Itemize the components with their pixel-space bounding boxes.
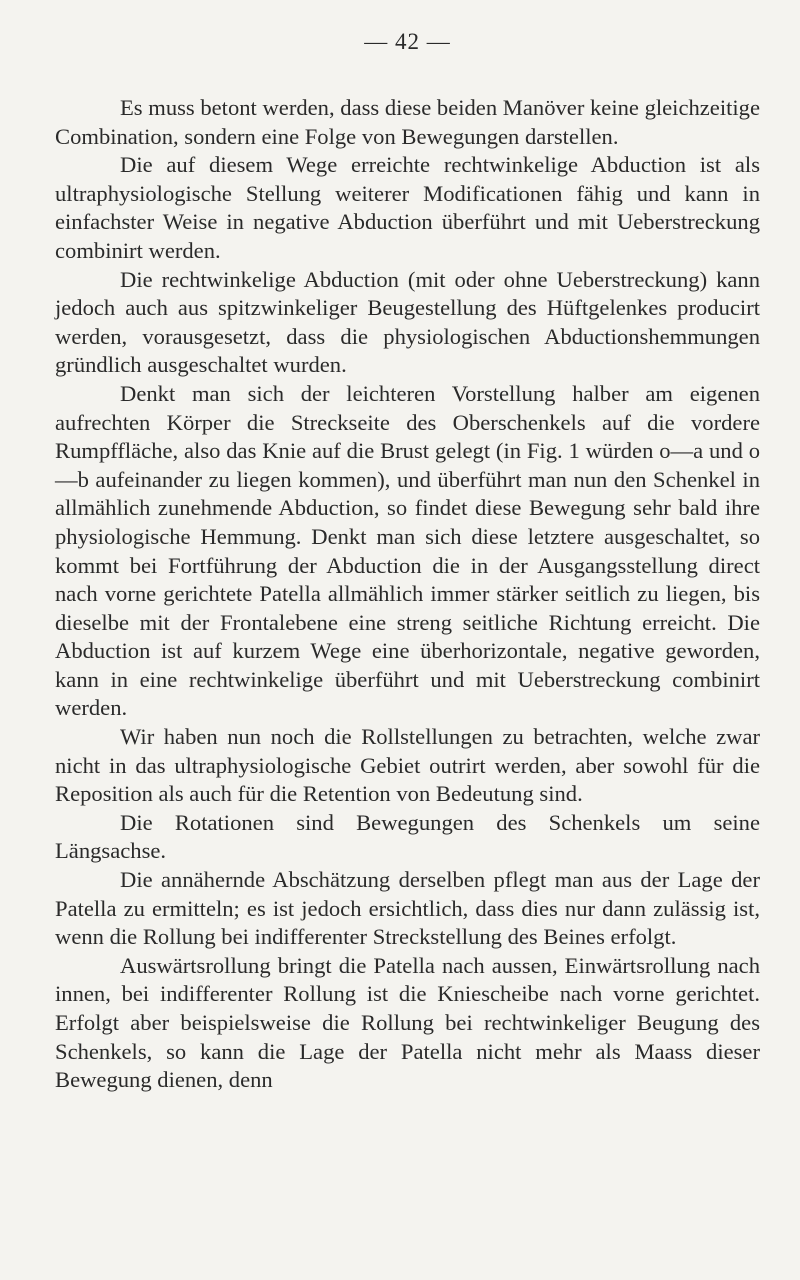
document-page bbox=[55, 28, 760, 1095]
paragraph-4: Denkt man sich der leichteren Vorstellung halber am eigenen aufrechten Körper die Streckseite des Oberschenkels auf die vordere Rumpffläche, also das Knie auf die Brust gelegt (in Fig. 1 würden o—a und o—b aufeinander zu liegen kommen), und überführt man nun den Schenkel in allmählich zunehmende Abduction, so findet diese Bewegung sehr bald ihre physiologische Hemmung. Denkt man sich diese letztere ausgeschaltet, so kommt bei Fortführung der Abduction die in der Ausgangsstellung direct nach vorne gerichtete Patella allmählich immer stärker seitlich zu liegen, bis dieselbe mit der Frontalebene eine streng seitliche Richtung erreicht. Die Abduction ist auf kurzem Wege eine überhorizontale, negative geworden, kann in eine rechtwinkelige überführt und mit Ueberstreckung combinirt werden. bbox=[55, 380, 760, 721]
paragraph-3: Die rechtwinkelige Abduction (mit oder ohne Ueberstreckung) kann jedoch auch aus spitzwinkeliger Beugestellung des Hüftgelenkes producirt werden, vorausgesetzt, dass die physiologischen Abductionshemmungen gründlich ausgeschaltet wurden. bbox=[55, 266, 760, 378]
paragraph-1: Es muss betont werden, dass diese beiden Manöver keine gleichzeitige Combination, sondern eine Folge von Bewegungen darstellen. bbox=[55, 95, 760, 149]
page-number: — 42 — bbox=[364, 29, 451, 54]
paragraph-5: Wir haben nun noch die Rollstellungen zu betrachten, welche zwar nicht in das ultraphysiologische Gebiet outrirt werden, aber sowohl für die Reposition als auch für die Retention von Bedeutung sind. bbox=[55, 724, 760, 807]
paragraph-6: Die Rotationen sind Bewegungen des Schenkels um seine Längsachse. bbox=[55, 809, 760, 864]
paragraph-8: Auswärtsrollung bringt die Patella nach aussen, Einwärtsrollung nach innen, bei indifferenter Rollung ist die Kniescheibe nach vorne gerichtet. Erfolgt aber beispielsweise die Rollung bei rechtwinkeliger Beugung des Schenkels, so kann die Lage der Patella nicht mehr als Maass dieser Bewegung dienen, denn bbox=[55, 952, 760, 1093]
paragraph-2: Die auf diesem Wege erreichte rechtwinkelige Abduction ist als ultraphysiologische Stellung weiterer Modificationen fähig und kann in einfachster Weise in negative Abduction überführt und mit Ueberstreckung combinirt werden. bbox=[55, 152, 760, 263]
paragraph-7: Die annähernde Abschätzung derselben pflegt man aus der Lage der Patella zu ermitteln; es ist jedoch ersichtlich, dass dies nur dann zulässig ist, wenn die Rollung bei indifferenter Streckstellung des Beines erfolgt. bbox=[55, 867, 760, 950]
